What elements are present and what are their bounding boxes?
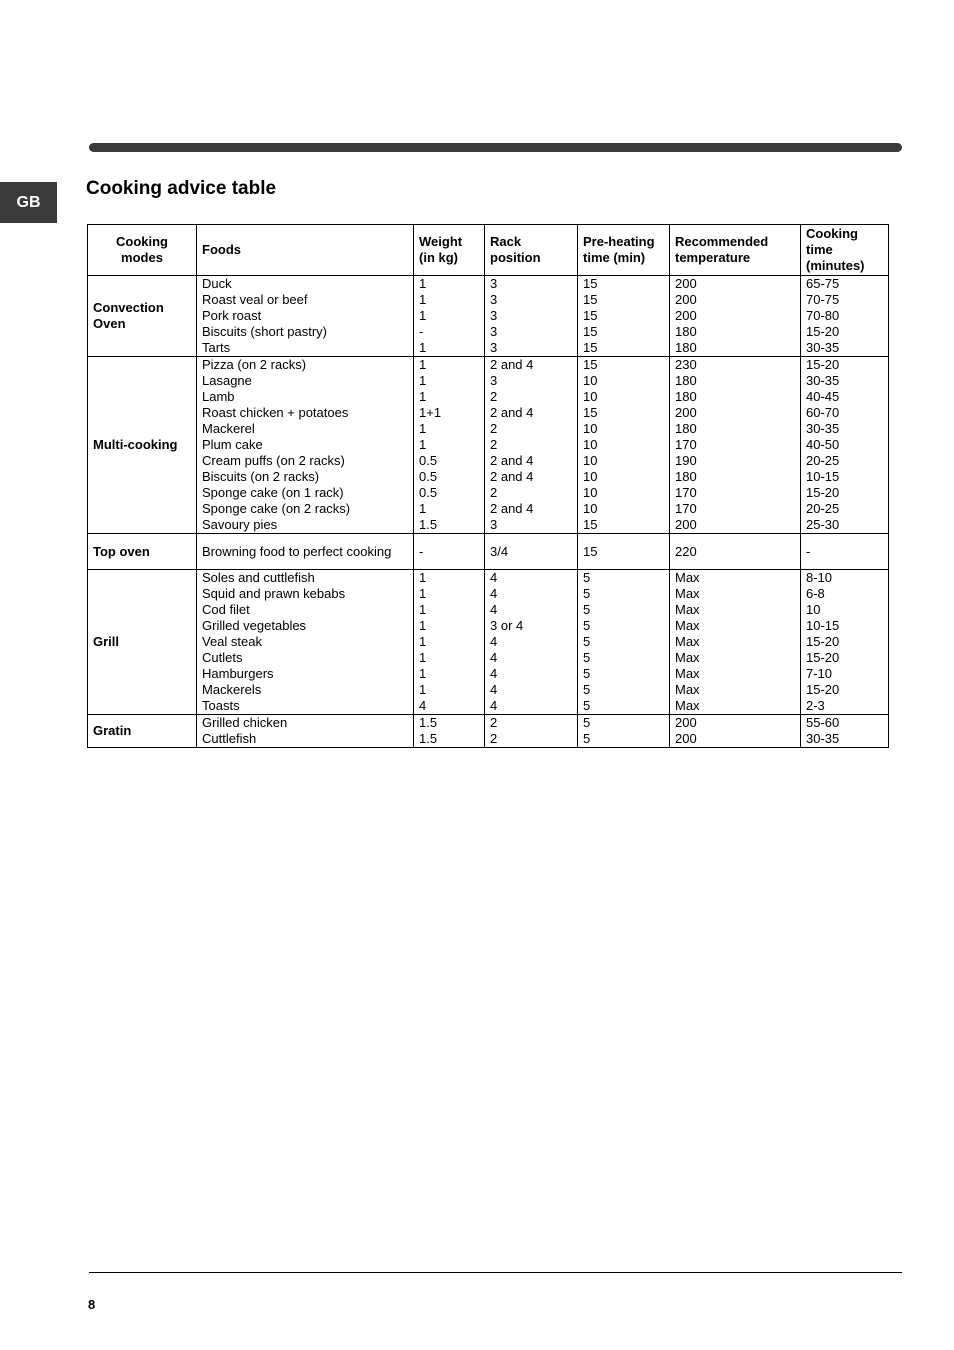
cell-line: Grill: [93, 634, 120, 649]
cell-line: Max: [675, 586, 700, 601]
cell-line: -: [419, 543, 424, 559]
cell-line: 200: [675, 308, 697, 323]
table-row-gratin: [88, 715, 889, 748]
cell-line: 10: [806, 602, 821, 617]
cell-line: 1: [419, 602, 427, 617]
table-row-top-oven: [88, 534, 889, 570]
cell-line: Mackerel: [202, 421, 255, 436]
cell-line: 2: [490, 731, 498, 746]
cell-line: Recommended: [675, 234, 769, 249]
cell-line: 5: [583, 682, 591, 697]
cell-line: 230: [675, 357, 697, 372]
cell-line: 170: [675, 485, 697, 500]
rack-cell: [485, 276, 578, 357]
cell-line: 10: [583, 421, 598, 436]
cell-line: 180: [675, 421, 697, 436]
cell-line: Duck: [202, 276, 232, 291]
header-preheating-time: [578, 225, 670, 276]
cell-line: 60-70: [806, 405, 840, 420]
cell-line: Soles and cuttlefish: [202, 570, 315, 585]
cell-line: 2 and 4: [490, 501, 534, 516]
cell-line: 4: [490, 602, 498, 617]
cell-line: 25-30: [806, 517, 840, 532]
cell-line: Pre-heating: [583, 234, 655, 249]
cell-line: 10: [583, 373, 598, 388]
cell-line: Plum cake: [202, 437, 263, 452]
cell-line: Mackerels: [202, 682, 262, 697]
cell-line: 10: [583, 389, 598, 404]
cell-line: 180: [675, 469, 697, 484]
cell-line: 15-20: [806, 634, 840, 649]
cell-line: Top oven: [93, 543, 150, 559]
cell-line: 5: [583, 586, 591, 601]
cell-line: 15-20: [806, 682, 840, 697]
cell-line: 2 and 4: [490, 357, 534, 372]
cell-line: 1: [419, 634, 427, 649]
cell-line: 1: [419, 308, 427, 323]
cell-line: 4: [490, 586, 498, 601]
mode-cell: [88, 715, 197, 748]
cell-line: 10: [583, 485, 598, 500]
cell-line: 3: [490, 276, 498, 291]
cell-line: 15: [583, 357, 598, 372]
cell-line: Max: [675, 602, 700, 617]
cell-line: 1.5: [419, 715, 438, 730]
table-row-multi-cooking: [88, 357, 889, 534]
cell-line: 220: [675, 543, 697, 559]
header-foods: [197, 225, 414, 276]
cell-line: 1.5: [419, 731, 438, 746]
cell-line: 5: [583, 666, 591, 681]
cell-line: 5: [583, 570, 591, 585]
temperature-cell: [670, 534, 801, 570]
cell-line: 5: [583, 618, 591, 633]
cell-line: -: [806, 543, 811, 559]
cell-line: 180: [675, 373, 697, 388]
cell-line: Max: [675, 650, 700, 665]
header-weight: [414, 225, 485, 276]
cell-line: 2 and 4: [490, 405, 534, 420]
foods-cell: [197, 570, 414, 715]
cell-line: 200: [675, 517, 697, 532]
cooking-time-cell: [801, 276, 889, 357]
cell-line: 1: [419, 357, 427, 372]
rack-cell: [485, 715, 578, 748]
cell-line: 1: [419, 373, 427, 388]
cell-line: 1: [419, 421, 427, 436]
cell-line: 10: [583, 437, 598, 452]
cooking-time-cell: [801, 715, 889, 748]
cell-line: 15: [583, 308, 598, 323]
table-row-grill: [88, 570, 889, 715]
cell-line: Grilled vegetables: [202, 618, 307, 633]
cell-line: Oven: [93, 316, 126, 331]
cell-line: 1: [419, 666, 427, 681]
foods-cell: [197, 534, 414, 570]
cell-line: 3: [490, 292, 498, 307]
weight-cell: [414, 715, 485, 748]
cell-line: 20-25: [806, 453, 840, 468]
cell-line: Sponge cake (on 1 rack): [202, 485, 344, 500]
cell-line: 5: [583, 650, 591, 665]
cell-line: 30-35: [806, 340, 840, 355]
rack-cell: [485, 357, 578, 534]
foods-cell: [197, 276, 414, 357]
cell-line: Cutlets: [202, 650, 243, 665]
cell-line: (in kg): [419, 250, 458, 265]
cell-line: Browning food to perfect cooking: [202, 543, 392, 559]
page-title: Cooking advice table: [86, 178, 277, 199]
cell-line: 20-25: [806, 501, 840, 516]
mode-cell: [88, 276, 197, 357]
cell-line: 200: [675, 731, 697, 746]
header-cooking-time: [801, 225, 889, 276]
cell-line: 180: [675, 389, 697, 404]
cell-line: 170: [675, 437, 697, 452]
cell-line: Hamburgers: [202, 666, 274, 681]
cell-line: Max: [675, 698, 700, 713]
cell-line: 15: [583, 405, 598, 420]
preheat-cell: [578, 276, 670, 357]
cell-line: 1: [419, 586, 427, 601]
cell-line: 10: [583, 469, 598, 484]
cell-line: 6-8: [806, 586, 825, 601]
cell-line: 3: [490, 308, 498, 323]
cell-line: Squid and prawn kebabs: [202, 586, 346, 601]
cell-line: 0.5: [419, 469, 438, 484]
cell-line: Multi-cooking: [93, 437, 178, 452]
temperature-cell: [670, 357, 801, 534]
cell-line: 10-15: [806, 469, 840, 484]
cell-line: Cooking: [116, 234, 168, 249]
cell-line: 3: [490, 340, 498, 355]
cell-line: 1: [419, 340, 427, 355]
cell-line: 15-20: [806, 485, 840, 500]
cell-line: Tarts: [202, 340, 231, 355]
cell-line: Veal steak: [202, 634, 262, 649]
cell-line: 7-10: [806, 666, 833, 681]
cell-line: Max: [675, 570, 700, 585]
cell-line: -: [419, 324, 424, 339]
header-rule: [89, 143, 902, 152]
cell-line: Lasagne: [202, 373, 252, 388]
cell-line: 30-35: [806, 373, 840, 388]
rack-cell: [485, 534, 578, 570]
cell-line: modes: [121, 250, 163, 265]
cell-line: Roast chicken + potatoes: [202, 405, 349, 420]
cell-line: Biscuits (on 2 racks): [202, 469, 320, 484]
cell-line: Savoury pies: [202, 517, 278, 532]
temperature-cell: [670, 715, 801, 748]
cell-line: Lamb: [202, 389, 235, 404]
cell-line: Foods: [202, 242, 241, 257]
preheat-cell: [578, 534, 670, 570]
cell-line: 10-15: [806, 618, 840, 633]
cell-line: Roast veal or beef: [202, 292, 308, 307]
cell-line: 15-20: [806, 650, 840, 665]
cell-line: Pork roast: [202, 308, 262, 323]
cell-line: 0.5: [419, 485, 438, 500]
cell-line: 1: [419, 389, 427, 404]
cell-line: 40-45: [806, 389, 840, 404]
cell-line: 8-10: [806, 570, 833, 585]
cell-line: Rack: [490, 234, 522, 249]
cell-line: 30-35: [806, 421, 840, 436]
foods-cell: [197, 715, 414, 748]
rack-cell: [485, 570, 578, 715]
cell-line: 5: [583, 731, 591, 746]
cell-line: Max: [675, 618, 700, 633]
cell-line: 15: [583, 340, 598, 355]
cell-line: Max: [675, 634, 700, 649]
cell-line: 2: [490, 389, 498, 404]
cell-line: 55-60: [806, 715, 840, 730]
preheat-cell: [578, 357, 670, 534]
cell-line: 0.5: [419, 453, 438, 468]
cell-line: 5: [583, 634, 591, 649]
cell-line: 15-20: [806, 357, 840, 372]
mode-cell: [88, 534, 197, 570]
cell-line: Max: [675, 666, 700, 681]
cell-line: 4: [490, 570, 498, 585]
mode-cell: [88, 357, 197, 534]
cell-line: 1: [419, 570, 427, 585]
page-number: 8: [88, 1297, 96, 1312]
cell-line: Pizza (on 2 racks): [202, 357, 307, 372]
cell-line: 3: [490, 373, 498, 388]
cell-line: 4: [490, 634, 498, 649]
weight-cell: [414, 357, 485, 534]
cell-line: 200: [675, 405, 697, 420]
cell-line: Weight: [419, 234, 463, 249]
cell-line: Max: [675, 682, 700, 697]
temperature-cell: [670, 570, 801, 715]
cell-line: 1: [419, 276, 427, 291]
cell-line: 2 and 4: [490, 453, 534, 468]
cell-line: 65-75: [806, 276, 840, 291]
cell-line: 2: [490, 715, 498, 730]
cooking-advice-table: [87, 224, 889, 748]
cell-line: (minutes): [806, 258, 865, 273]
cell-line: 5: [583, 698, 591, 713]
table-row-convection-oven: [88, 276, 889, 357]
cell-line: 10: [583, 501, 598, 516]
header-recommended-temperature: [670, 225, 801, 276]
cell-line: 200: [675, 715, 697, 730]
cell-line: position: [490, 250, 541, 265]
cell-line: 15: [583, 276, 598, 291]
cell-line: 2 and 4: [490, 469, 534, 484]
cell-line: 4: [490, 666, 498, 681]
cell-line: 30-35: [806, 731, 840, 746]
cell-line: 70-75: [806, 292, 840, 307]
cell-line: 200: [675, 292, 697, 307]
cell-line: 2-3: [806, 698, 825, 713]
preheat-cell: [578, 570, 670, 715]
cell-line: Sponge cake (on 2 racks): [202, 501, 351, 516]
cell-line: 3 or 4: [490, 618, 524, 633]
cell-line: Biscuits (short pastry): [202, 324, 327, 339]
table-header-row: [88, 225, 889, 276]
cell-line: 5: [583, 602, 591, 617]
cell-line: Toasts: [202, 698, 240, 713]
cell-line: Convection: [93, 300, 164, 315]
cell-line: Cream puffs (on 2 racks): [202, 453, 345, 468]
cell-line: 170: [675, 501, 697, 516]
cell-line: Cod filet: [202, 602, 250, 617]
cell-line: 1: [419, 501, 427, 516]
header-rack-position: [485, 225, 578, 276]
cell-line: 190: [675, 453, 697, 468]
cell-line: 1+1: [419, 405, 442, 420]
preheat-cell: [578, 715, 670, 748]
cell-line: 4: [419, 698, 427, 713]
cell-line: 1: [419, 682, 427, 697]
weight-cell: [414, 534, 485, 570]
cell-line: 2: [490, 421, 498, 436]
footer-rule: [89, 1272, 902, 1273]
cell-line: 70-80: [806, 308, 840, 323]
cell-line: time: [806, 242, 833, 257]
cell-line: 15: [583, 543, 598, 559]
cell-line: 15: [583, 292, 598, 307]
cell-line: 40-50: [806, 437, 840, 452]
cell-line: 15: [583, 324, 598, 339]
cell-line: 3: [490, 517, 498, 532]
cell-line: 2: [490, 437, 498, 452]
language-tab: GB: [0, 182, 57, 223]
cell-line: 1: [419, 618, 427, 633]
cell-line: temperature: [675, 250, 751, 265]
cell-line: Gratin: [93, 723, 132, 738]
cooking-time-cell: [801, 357, 889, 534]
cell-line: Cooking: [806, 226, 858, 241]
cell-line: Cuttlefish: [202, 731, 257, 746]
weight-cell: [414, 570, 485, 715]
cell-line: 200: [675, 276, 697, 291]
cell-line: 180: [675, 324, 697, 339]
cell-line: 4: [490, 650, 498, 665]
cell-line: Grilled chicken: [202, 715, 288, 730]
cell-line: 4: [490, 698, 498, 713]
cell-line: 15: [583, 517, 598, 532]
cooking-time-cell: [801, 534, 889, 570]
header-cooking-modes: [88, 225, 197, 276]
mode-cell: [88, 570, 197, 715]
cell-line: 180: [675, 340, 697, 355]
cell-line: 1: [419, 437, 427, 452]
cell-line: 15-20: [806, 324, 840, 339]
cell-line: 5: [583, 715, 591, 730]
temperature-cell: [670, 276, 801, 357]
cell-line: 1.5: [419, 517, 438, 532]
foods-cell: [197, 357, 414, 534]
cell-line: 4: [490, 682, 498, 697]
cell-line: 1: [419, 292, 427, 307]
cell-line: time (min): [583, 250, 646, 265]
cell-line: 2: [490, 485, 498, 500]
cooking-time-cell: [801, 570, 889, 715]
cell-line: 1: [419, 650, 427, 665]
cell-line: 3: [490, 324, 498, 339]
cell-line: 3/4: [490, 543, 509, 559]
weight-cell: [414, 276, 485, 357]
cell-line: 10: [583, 453, 598, 468]
